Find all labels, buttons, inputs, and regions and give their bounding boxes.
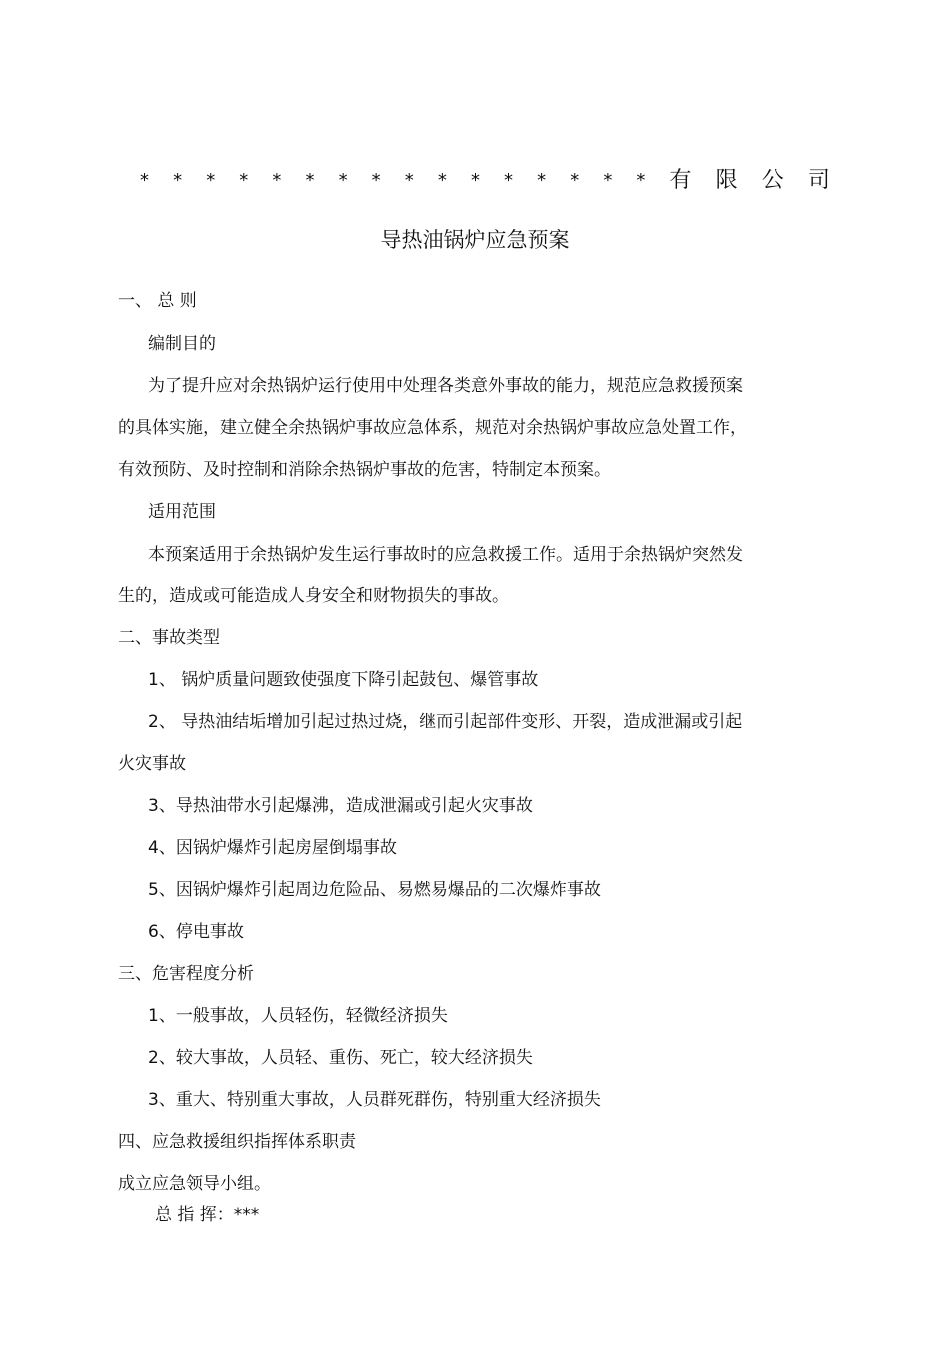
list-item: 2、 导热油结垢增加引起过热过烧，继而引起部件变形、开裂，造成泄漏或引起 — [148, 712, 743, 732]
paragraph-line: 成立应急领导小组。 — [118, 1174, 271, 1194]
company-mask-char: * — [140, 170, 149, 191]
company-mask-char: * — [305, 170, 315, 191]
list-item: 3、导热油带水引起爆沸，造成泄漏或引起火灾事故 — [148, 796, 533, 816]
company-mask-char: * — [404, 170, 414, 191]
paragraph-line: 生的，造成或可能造成人身安全和财物损失的事故。 — [118, 586, 509, 606]
company-mask-char: * — [603, 170, 613, 191]
list-item: 5、因锅炉爆炸引起周边危险品、易燃易爆品的二次爆炸事故 — [148, 880, 601, 900]
company-mask-char: * — [636, 170, 646, 191]
paragraph-line: 本预案适用于余热锅炉发生运行事故时的应急救援工作。适用于余热锅炉突然发 — [148, 545, 743, 565]
subheading-scope: 适用范围 — [148, 502, 216, 522]
company-mask-char: * — [570, 170, 580, 191]
commander-line: 总 指 挥：*** — [155, 1205, 260, 1225]
section-heading-hazard-analysis: 三、危害程度分析 — [118, 964, 254, 984]
list-item: 1、一般事故，人员轻伤，轻微经济损失 — [148, 1006, 448, 1026]
section-heading-accident-types: 二、事故类型 — [118, 628, 220, 648]
company-name-char: 公 — [761, 168, 784, 193]
company-name-line — [140, 166, 830, 196]
paragraph-line: 有效预防、及时控制和消除余热锅炉事故的危害，特制定本预案。 — [118, 460, 611, 480]
company-mask-char: * — [537, 170, 547, 191]
company-mask-char: * — [437, 170, 447, 191]
company-mask-char: * — [338, 170, 348, 191]
paragraph-line: 为了提升应对余热锅炉运行使用中处理各类意外事故的能力，规范应急救援预案 — [148, 376, 743, 396]
list-item: 6、停电事故 — [148, 922, 244, 942]
section-heading-organization: 四、应急救援组织指挥体系职责 — [118, 1132, 356, 1152]
company-mask-char: * — [371, 170, 381, 191]
list-item-continuation: 火灾事故 — [118, 754, 186, 774]
company-mask-char: * — [470, 170, 480, 191]
document-title: 导热油锅炉应急预案 — [380, 228, 570, 252]
list-item: 2、较大事故，人员轻、重伤、死亡，较大经济损失 — [148, 1048, 533, 1068]
company-mask-char: * — [504, 170, 514, 191]
company-mask-char: * — [173, 170, 183, 191]
section-heading-general: 一、 总 则 — [118, 291, 197, 311]
company-name-char: 有 — [669, 168, 692, 193]
company-mask-char: * — [206, 170, 216, 191]
subheading-purpose: 编制目的 — [148, 334, 216, 354]
list-item: 1、 锅炉质量问题致使强度下降引起鼓包、爆管事故 — [148, 670, 539, 690]
company-mask-char: * — [272, 170, 282, 191]
company-name-char: 限 — [715, 168, 738, 193]
list-item: 4、因锅炉爆炸引起房屋倒塌事故 — [148, 838, 397, 858]
list-item: 3、重大、特别重大事故，人员群死群伤，特别重大经济损失 — [148, 1090, 601, 1110]
paragraph-line: 的具体实施，建立健全余热锅炉事故应急体系，规范对余热锅炉事故应急处置工作， — [118, 418, 747, 438]
company-name-char: 司 — [807, 168, 830, 193]
company-mask-char: * — [239, 170, 249, 191]
